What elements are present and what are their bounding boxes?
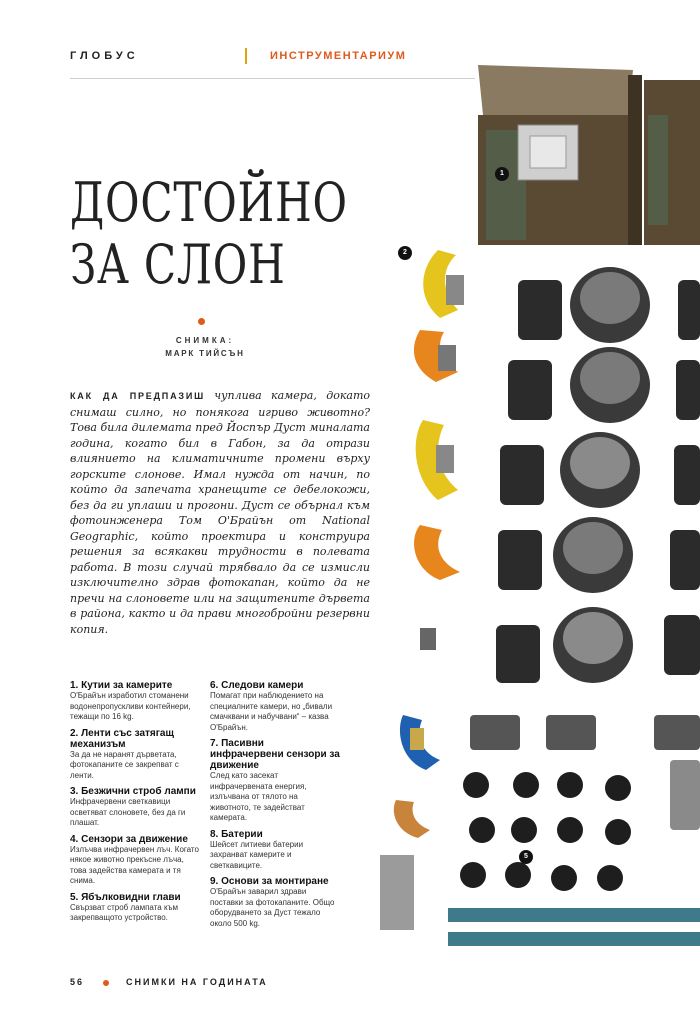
legend-title: 1. Кутии за камерите bbox=[70, 680, 173, 691]
footer-dot bbox=[103, 980, 109, 986]
rubric-name: ИНСТРУМЕНТАРИУМ bbox=[270, 50, 407, 62]
legend-text: О'Брайън заварил здрави поставки за фотокапаните. Общо оборудването за Дуст тежало около 500 kg. bbox=[210, 887, 335, 928]
title-line-2: ЗА СЛОН bbox=[70, 233, 286, 296]
legend-title: 5. Ябълковидни глави bbox=[70, 891, 181, 903]
article-lead: КАК ДА ПРЕДПАЗИШ bbox=[70, 391, 205, 401]
legend-item bbox=[210, 829, 340, 872]
legend-item bbox=[70, 680, 200, 723]
ball-heads bbox=[460, 760, 700, 891]
equipment-illustration bbox=[378, 60, 700, 960]
legend-text: О'Брайън изработил стоманени водонепропускливи контейнери, тежащи по 16 kg. bbox=[70, 691, 191, 721]
page-number: 56 bbox=[70, 977, 85, 987]
article-text: чуплива камера, докато снимаш силно, но понякога игриво животно? Това била дилемата пред Йоспър Дуст миналата година, когато бил в Габон, за да отрази влиянието на климатичните промени върху горските слонове. Имал нужда от начин, по който да запечата хранещите се дебелокожи, без да ги уплаши и прогони. Дуст се обърнал към фотоинженера Том О'Брайън от bbox=[70, 389, 370, 527]
motion-sensors bbox=[470, 715, 700, 750]
legend-item bbox=[210, 738, 340, 824]
photo-credit-label: СНИМКА: bbox=[175, 336, 235, 345]
title-line-1: ДОСТОЙНО bbox=[70, 171, 348, 234]
callout-badge: 5 bbox=[519, 850, 533, 864]
section-name: ГЛОБУС bbox=[70, 50, 139, 62]
legend-column-right bbox=[210, 680, 340, 934]
legend-title: 4. Сензори за движение bbox=[70, 833, 188, 845]
legend-item bbox=[210, 680, 340, 733]
legend-title: 8. Батерии bbox=[210, 828, 263, 840]
photo-credit-name: МАРК ТИЙСЪН bbox=[165, 349, 245, 358]
legend-item bbox=[70, 892, 200, 924]
article-title bbox=[70, 171, 348, 296]
legend-text: За да не наранят дърветата, фотокапаните се закрепват с ленти. bbox=[70, 749, 179, 780]
legend-text: Помагат при наблюдението на специалните камери, но „бивали смачквани и набучвани“ – казва О'Брайън. bbox=[210, 691, 333, 732]
ratchet-straps bbox=[380, 250, 464, 930]
legend-text: Свързват строб лампата към закрепващото устройство. bbox=[70, 902, 178, 922]
camera-box bbox=[478, 65, 642, 245]
legend-text: Излъчва инфрачервен лъч. Когато някое животно прекъсне лъча, това задейства камерата и тя снима. bbox=[70, 844, 199, 885]
legend-title: 7. Пасивни инфрачервени сензори за движение bbox=[210, 738, 340, 771]
legend-text: Шейсет литиеви батерии захранват камерите и светкавиците. bbox=[210, 839, 304, 870]
magazine-issue: СНИМКИ НА ГОДИНАТА bbox=[126, 977, 268, 987]
legend-title: 2. Ленти със затягащ механизъм bbox=[70, 727, 174, 750]
legend-title: 9. Основи за монтиране bbox=[210, 876, 329, 887]
legend-item bbox=[70, 834, 200, 887]
header-divider bbox=[245, 48, 247, 64]
callout-badge: 1 bbox=[495, 167, 509, 181]
article-body bbox=[70, 388, 370, 637]
legend-item bbox=[70, 786, 200, 829]
title-accent-dot bbox=[198, 318, 205, 325]
article-text-2: , който проектира и конструира решения за всякакви трудности в полевата работа. В този случай трябвало да се измисли изключително здрав фотокапан, който да не пречи на слоновете или на защитените дървета в района, както и да прави многобройни резервни копия. bbox=[70, 529, 370, 636]
legend-title: 6. Следови камери bbox=[210, 680, 304, 691]
legend-column-left bbox=[70, 680, 200, 929]
camera-box-2 bbox=[644, 80, 700, 245]
callout-badge: 2 bbox=[398, 246, 412, 260]
legend-text: Инфрачервени светкавици осветяват слоновете, без да ги плашат. bbox=[70, 797, 186, 827]
legend-title: 3. Безжични строб лампи bbox=[70, 786, 196, 797]
mounting-bases bbox=[448, 908, 700, 946]
strobe-lamps bbox=[496, 267, 700, 683]
equipment-photo bbox=[378, 60, 700, 960]
legend-item bbox=[210, 876, 340, 929]
publication-name: National Geographic bbox=[70, 514, 370, 543]
legend-text: След като засекат инфрачервената енергия, излъчвана от тялото на животното, те задействат камерата. bbox=[210, 771, 307, 822]
legend-item bbox=[70, 728, 200, 782]
